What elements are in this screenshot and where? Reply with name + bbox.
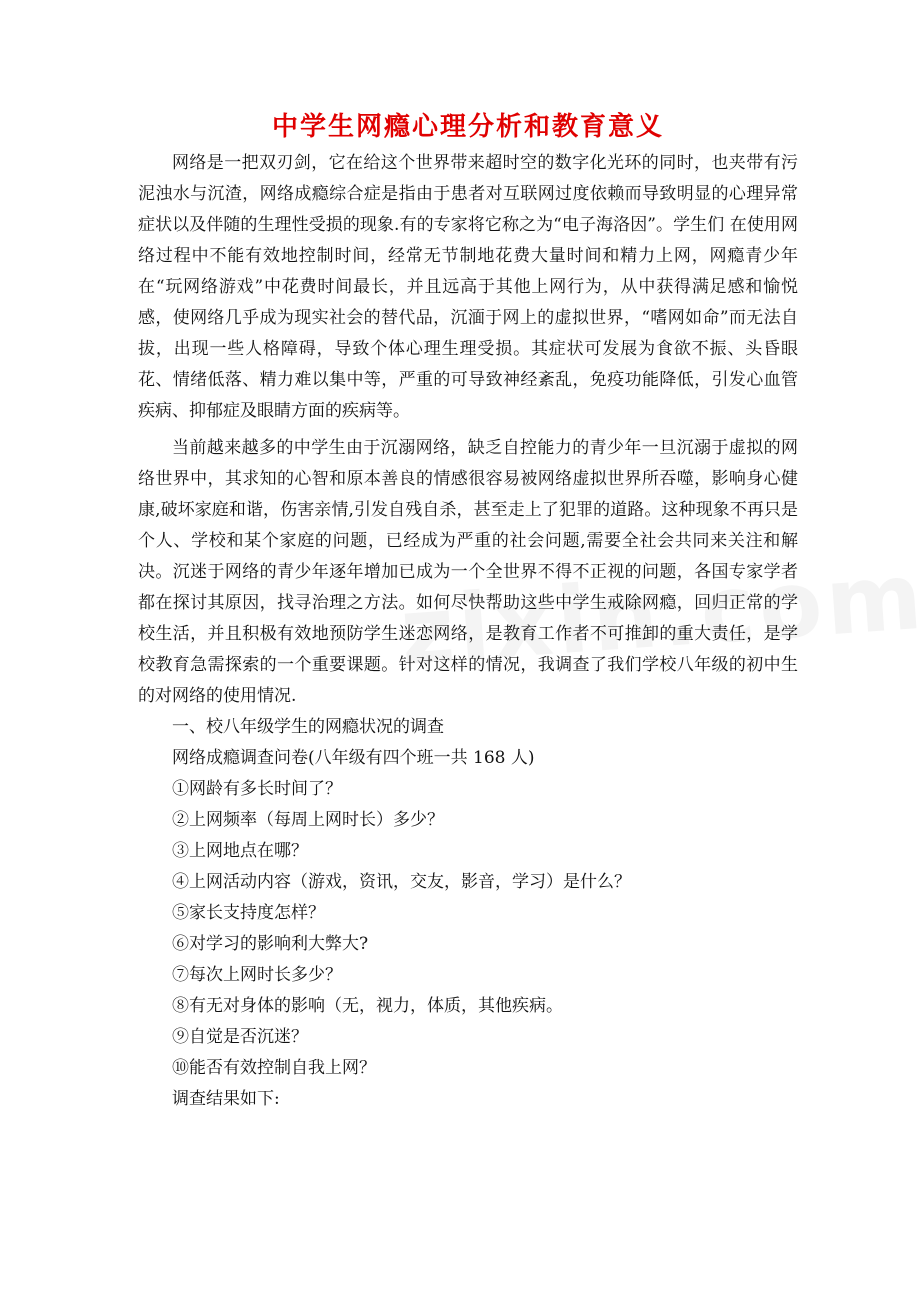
question-item: ⑥对学习的影响利大弊大? [172, 934, 369, 954]
question-item: ⑨自觉是否沉迷？ [172, 1027, 308, 1047]
question-list [138, 774, 798, 1084]
document-title: 中学生网瘾心理分析和教育意义 [271, 112, 664, 142]
question-item: ⑧有无对身体的影响（无，视力，体质，其他疾病。 [172, 996, 563, 1016]
document-page [138, 108, 798, 1115]
question-item: ④上网活动内容（游戏，资讯，交友，影音，学习）是什么？ [172, 872, 631, 892]
survey-intro: 网络成瘾调查问卷(八年级有四个班一共 168 人) [172, 748, 535, 768]
section-heading: 一、校八年级学生的网瘾状况的调查 [172, 717, 444, 737]
paragraph-intro: 网络是一把双刃剑，它在给这个世界带来超时空的数字化光环的同时，也夹带有污泥浊水与沉渣，网络成瘾综合症是指由于患者对互联网过度依赖而导致明显的心理异常症状以及伴随的生理性受损的现象.有的专家将它称之为“电子海洛因”。学生们 在使用网络过程中不能有效地控制时间，经常无节制地花费大量时间和精力上网，网瘾青少年在“玩网络游戏”中花费时间最长，并且远高于其他上网行为，从中获得满足感和愉悦感，使网络几乎成为现实社会的替代品，沉湎于网上的虚拟世界，“嗜网如命”而无法自拔，出现一些人格障碍，导致个体心理生理受损。其症状可发展为食欲不振、头昏眼花、情绪低落、精力难以集中等，严重的可导致神经紊乱，免疫功能降低，引发心血管疾病、抑郁症及眼睛方面的疾病等。 [138, 153, 798, 421]
question-item: ③上网地点在哪？ [172, 841, 308, 861]
question-item: ⑦每次上网时长多少？ [172, 965, 342, 985]
question-item: ⑤家长支持度怎样？ [172, 903, 325, 923]
paragraph-context: 当前越来越多的中学生由于沉溺网络，缺乏自控能力的青少年一旦沉溺于虚拟的网络世界中，其求知的心智和原本善良的情感很容易被网络虚拟世界所吞噬，影响身心健康,破坏家庭和谐，伤害亲情,引发自残自杀，甚至走上了犯罪的道路。这种现象不再只是个人、学校和某个家庭的问题，已经成为严重的社会问题,需要全社会共同来关注和解决。沉迷于网络的青少年逐年增加已成为一个全世界不得不正视的问题，各国专家学者都在探讨其原因，找寻治理之方法。如何尽快帮助这些中学生戒除网瘾，回归正常的学校生活，并且积极有效地预防学生迷恋网络，是教育工作者不可推卸的重大责任，是学校教育急需探索的一个重要课题。针对这样的情况，我调查了我们学校八年级的初中生的对网络的使用情况. [138, 438, 798, 706]
question-item: ②上网频率（每周上网时长）多少？ [172, 810, 444, 830]
question-item: ⑩能否有效控制自我上网？ [172, 1058, 376, 1078]
question-item: ①网龄有多长时间了？ [172, 779, 342, 799]
results-label: 调查结果如下: [172, 1089, 280, 1109]
